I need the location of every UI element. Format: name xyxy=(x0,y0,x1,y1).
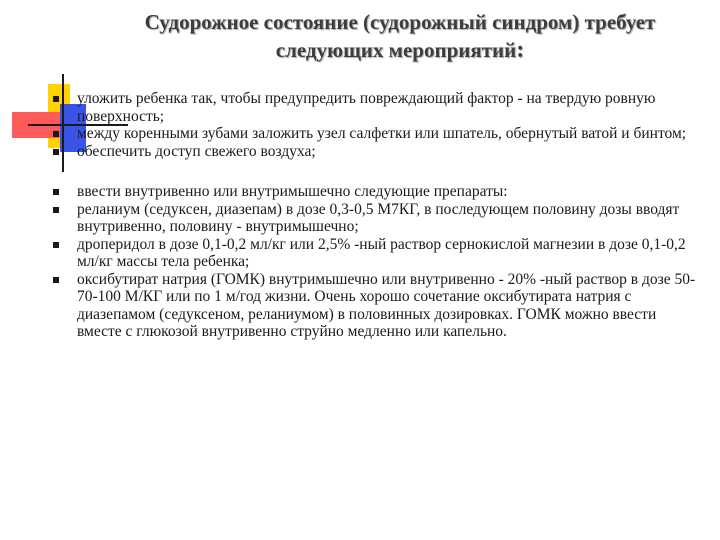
measures-list xyxy=(46,90,696,341)
title-colon: : xyxy=(516,37,525,63)
square-bullet-icon xyxy=(53,207,59,213)
list-item-text: реланиум (седуксен, диазепам) в дозе 0,3-0,5 М7КГ, в последующем половину дозы вводят внутривенно, половину - внутримышечно; xyxy=(77,200,680,235)
list-item xyxy=(46,90,696,125)
list-item-text: оксибутират натрия (ГОМК) внутримышечно или внутривенно - 20% -ный раствор в дозе 50-70-100 М/КГ или по 1 м/год жизни. Очень хорошо сочетание оксибутирата натрия с диазепамом (седуксеном, реланиумом) в половинных дозировках. ГОМК можно ввести вместе с глюкозой внутривенно струйно медленно или капельно. xyxy=(77,270,696,340)
list-item xyxy=(46,125,696,143)
list-item-text: дроперидол в дозе 0,1-0,2 мл/кг или 2,5% -ный раствор сернокислой магнезии в дозе 0,1-0,2 мл/кг массы тела ребенка; xyxy=(77,235,686,270)
slide-title xyxy=(100,8,700,64)
list-item xyxy=(46,271,696,341)
square-bullet-icon xyxy=(53,189,59,195)
list-item-text: уложить ребенка так, чтобы предупредить повреждающий фактор - на твердую ровную поверхность; xyxy=(77,90,656,125)
list-item xyxy=(46,236,696,271)
title-line-1: Судорожное состояние (судорожный синдром) требует xyxy=(144,10,656,34)
list-item xyxy=(46,143,696,161)
square-bullet-icon xyxy=(53,149,59,155)
list-item xyxy=(46,183,696,201)
list-item-text: между коренными зубами заложить узел салфетки или шпатель, обернутый ватой и бинтом; xyxy=(77,125,687,142)
list-item xyxy=(46,201,696,236)
square-bullet-icon xyxy=(53,242,59,248)
list-item-text: ввести внутривенно или внутримышечно следующие препараты: xyxy=(77,183,508,200)
square-bullet-icon xyxy=(53,277,59,283)
title-line-2-text: следующих мероприятий xyxy=(275,38,517,62)
list-item-text: обеспечить доступ свежего воздуха; xyxy=(77,142,316,160)
square-bullet-icon xyxy=(53,96,59,102)
title-line-2 xyxy=(100,36,700,64)
square-bullet-icon xyxy=(53,131,59,137)
